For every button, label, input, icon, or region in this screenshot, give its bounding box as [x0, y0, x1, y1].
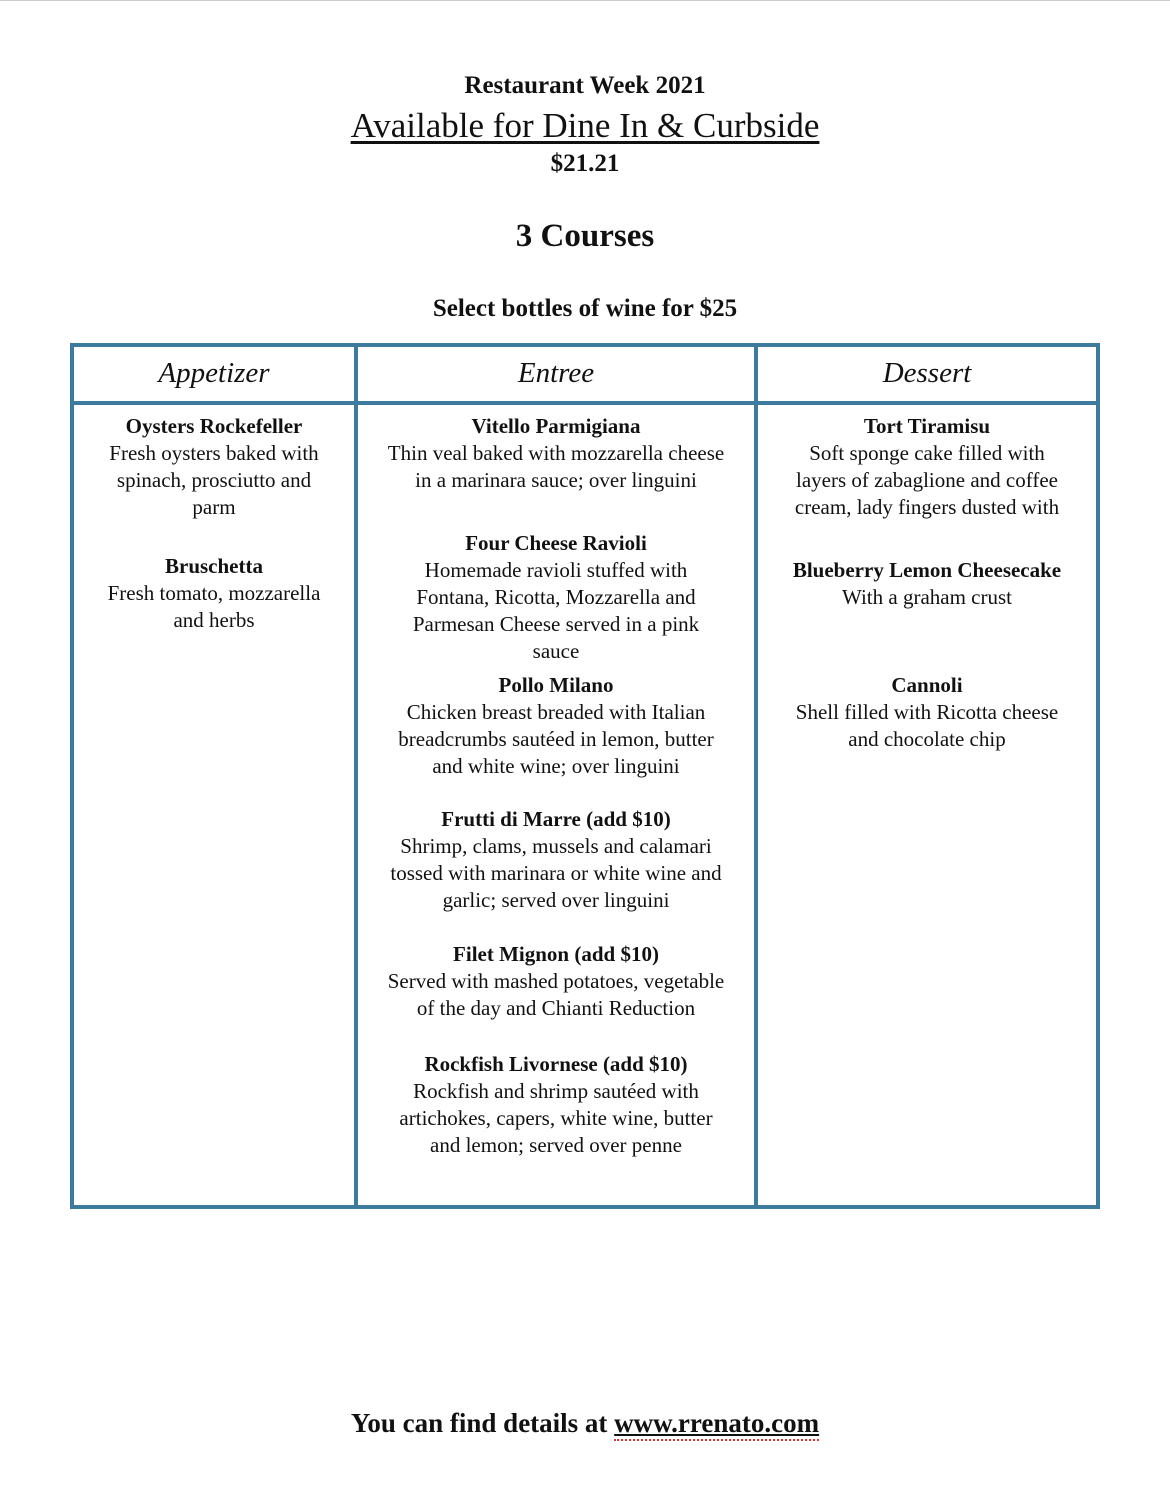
item-title: Bruschetta [165, 554, 263, 578]
item-description-line: parm [192, 495, 236, 519]
price: $21.21 [550, 150, 620, 177]
appetizer-menu-item [74, 413, 354, 521]
footer [0, 1408, 1170, 1439]
appetizer-menu-item [74, 553, 354, 634]
item-description-line: Fontana, Ricotta, Mozzarella and [416, 585, 696, 609]
footer-text: You can find details at [350, 1408, 615, 1438]
entree-menu-item [358, 413, 754, 494]
page-top-border [0, 0, 1170, 1]
item-description-line: Homemade ravioli stuffed with [424, 558, 688, 582]
item-description-line: and white wine; over linguini [432, 754, 680, 778]
item-description-line: Served with mashed potatoes, vegetable [387, 969, 725, 993]
event-title: Restaurant Week 2021 [464, 72, 706, 99]
entree-menu-item [358, 806, 754, 914]
item-description-line: and herbs [173, 608, 255, 632]
column-heading-entree: Entree [517, 357, 595, 389]
item-description-line: Shell filled with Ricotta cheese [795, 700, 1059, 724]
item-title: Filet Mignon (add $10) [453, 942, 659, 966]
item-description-line: cream, lady fingers dusted with [794, 495, 1060, 519]
dessert-menu-item [758, 672, 1096, 753]
item-title: Pollo Milano [498, 673, 614, 697]
item-description-line: Parmesan Cheese served in a pink [412, 612, 700, 636]
item-title: Tort Tiramisu [863, 414, 991, 438]
menu-table [70, 343, 1100, 1209]
column-heading-dessert: Dessert [882, 357, 972, 389]
item-description-line: Soft sponge cake filled with [809, 441, 1045, 465]
website-link[interactable]: www.rrenato.com [614, 1408, 819, 1441]
item-description-line: Thin veal baked with mozzarella cheese [387, 441, 725, 465]
wine-offer: Select bottles of wine for $25 [432, 295, 738, 322]
entree-menu-item [358, 672, 754, 780]
item-title: Cannoli [891, 673, 963, 697]
header-divider [74, 401, 1096, 405]
item-description-line: Fresh oysters baked with [109, 441, 319, 465]
entree-menu-item [358, 530, 754, 665]
courses-heading: 3 Courses [515, 218, 655, 254]
item-description-line: layers of zabaglione and coffee [796, 468, 1058, 492]
item-description-line: and lemon; served over penne [430, 1133, 682, 1157]
entree-menu-item [358, 941, 754, 1022]
item-title: Rockfish Livornese (add $10) [424, 1052, 688, 1076]
column-heading-appetizer: Appetizer [158, 357, 270, 389]
item-description-line: spinach, prosciutto and [116, 468, 312, 492]
item-title: Vitello Parmigiana [471, 414, 641, 438]
dessert-menu-item [758, 557, 1096, 611]
item-title: Oysters Rockefeller [125, 414, 303, 438]
dessert-menu-item [758, 413, 1096, 521]
item-description-line: Chicken breast breaded with Italian [406, 700, 706, 724]
item-description-line: of the day and Chianti Reduction [416, 996, 696, 1020]
item-description-line: garlic; served over linguini [442, 888, 670, 912]
item-description-line: breadcrumbs sautéed in lemon, butter [398, 727, 714, 751]
item-description-line: Shrimp, clams, mussels and calamari [400, 834, 712, 858]
item-title: Four Cheese Ravioli [465, 531, 647, 555]
item-description-line: and chocolate chip [848, 727, 1006, 751]
item-title: Frutti di Marre (add $10) [441, 807, 671, 831]
item-description-line: artichokes, capers, white wine, butter [399, 1106, 713, 1130]
item-description-line: in a marinara sauce; over linguini [415, 468, 697, 492]
item-description-line: tossed with marinara or white wine and [390, 861, 722, 885]
item-description-line: Fresh tomato, mozzarella [107, 581, 321, 605]
availability-heading: Available for Dine In & Curbside [350, 106, 820, 145]
item-description-line: sauce [532, 639, 580, 663]
entree-menu-item [358, 1051, 754, 1159]
item-description-line: Rockfish and shrimp sautéed with [413, 1079, 699, 1103]
item-title: Blueberry Lemon Cheesecake [792, 558, 1062, 582]
item-description-line: With a graham crust [841, 585, 1012, 609]
